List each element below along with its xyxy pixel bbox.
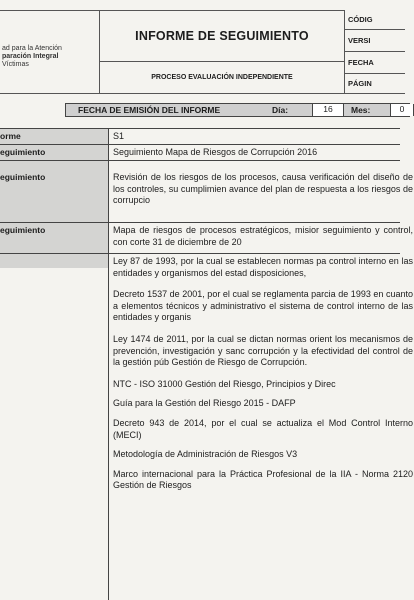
row-label-scope: eguimiento [0,225,46,235]
day-label: Día: [272,105,289,115]
row-value-report: S1 [113,131,125,141]
logo-block [0,10,100,94]
meta-date: FECHA [345,52,405,74]
row-divider [0,222,400,223]
row-divider [0,160,400,161]
row-divider [0,144,400,145]
meta-page: PÁGIN [345,74,405,94]
row-label-objective: eguimiento [0,172,46,182]
logo-line-3: Víctimas [2,61,29,68]
day-value: 16 [312,104,344,116]
criteria-item: Metodología de Administración de Riesgos V3 [113,449,298,460]
month-value: 0 [390,104,414,116]
row-label-tracking: eguimiento [0,147,46,157]
meta-version: VERSI [345,30,405,52]
row-label-report: orme [0,131,21,141]
criteria-item: Marco internacional para la Práctica Profesional de la IIA - Norma 2120 Gestión de Riesgos [113,468,413,491]
criteria-item: Decreto 943 de 2014, por el cual se actualiza el Mod Control Interno (MECI) [113,417,413,440]
criteria-item: Guía para la Gestión del Riesgo 2015 - DAFP [113,398,296,409]
emission-label: FECHA DE EMISIÓN DEL INFORME [78,105,221,115]
column-divider [108,128,109,600]
month-label: Mes: [351,105,371,115]
criteria-item: Decreto 1537 de 2001, por el cual se reglamenta parcia de 1993 en cuanto a elementos técnicos y administrativo el sistema de control interno de las entidades y organis [113,289,413,323]
meta-code: CÓDIG [345,10,405,30]
document-title: INFORME DE SEGUIMIENTO [100,10,345,62]
row-value-objective: Revisión de los riesgos de los procesos, causa verificación del diseño de los controles, su cumplimien avance del plan de respuesta a los riesgos de corrupcio [113,172,413,206]
criteria-list [113,256,413,500]
row-divider [0,128,400,129]
emission-date-bar [65,103,410,117]
logo-line-2: paración Integral [2,53,59,60]
criteria-item: Ley 1474 de 2011, por la cual se dictan normas orient los mecanismos de prevención, investigación y sanc corrupción y la efectividad del control de la gestión púb Gestión de Riesgo de Corrupción. [113,333,413,368]
criteria-item: Ley 87 de 1993, por la cual se establecen normas pa control interno en las entidades y organismos del estad disposiciones, [113,256,413,278]
row-value-tracking: Seguimiento Mapa de Riesgos de Corrupción 2016 [113,147,318,157]
row-divider [0,253,400,254]
criteria-item: NTC - ISO 31000 Gestión del Riesgo, Principios y Direc [113,378,336,389]
document-subtitle: PROCESO EVALUACIÓN INDEPENDIENTE [100,62,345,94]
row-value-scope: Mapa de riesgos de procesos estratégicos, misior seguimiento y control, con corte 31 de diciembre de 20 [113,225,413,247]
logo-line-1: ad para la Atención [2,45,62,52]
